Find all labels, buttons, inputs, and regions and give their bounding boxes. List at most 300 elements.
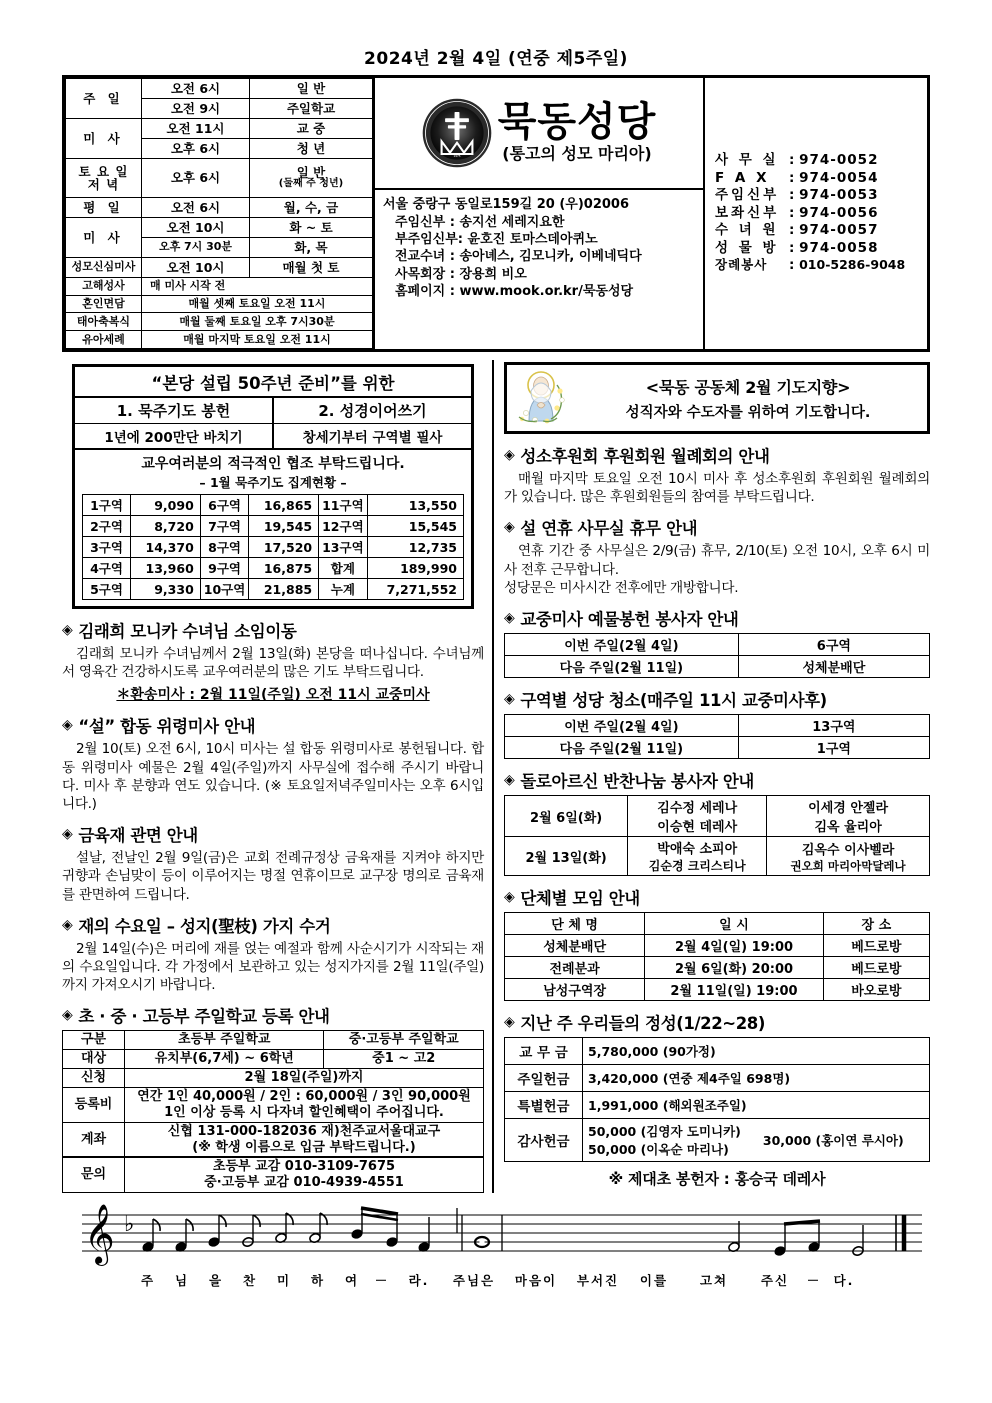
table-row xyxy=(63,1069,484,1088)
table-row xyxy=(83,495,464,516)
mass-label-sunday-2: 미 사 xyxy=(66,119,142,159)
section-heading-ash-wednesday xyxy=(62,913,484,937)
table-row xyxy=(66,159,373,198)
offering-label-thanks: 감사헌금 xyxy=(505,1119,583,1162)
section-body-vocation-meeting xyxy=(504,470,930,506)
contact-giftshop: 성 물 방 : 974-0058 xyxy=(715,239,879,256)
church-address: 서울 중랑구 동일로159길 20 (우)02006 xyxy=(383,197,630,212)
cell-datetime: 2월 11일(일) 19:00 xyxy=(645,979,824,1001)
lyric-word: 주신 xyxy=(760,1273,790,1289)
anniversary-descs xyxy=(75,424,471,450)
district-label: 11구역 xyxy=(319,495,368,516)
contact-label: 주임신부 xyxy=(715,187,780,204)
diamond-icon: ◈ xyxy=(504,610,515,627)
offering-value: 3,420,000 (연중 제4주일 698명) xyxy=(583,1065,930,1092)
church-info-block xyxy=(375,190,703,304)
logo-row xyxy=(375,78,703,190)
table-row xyxy=(66,197,373,217)
district-value: 19,545 xyxy=(249,516,319,537)
thanks-entry: 50,000 (김영자 도미니카) xyxy=(588,1124,741,1140)
volunteer-name: 박애숙 소피아 xyxy=(657,842,738,858)
anniversary-sub: – 1월 묵주기도 집계현황 – xyxy=(199,475,347,490)
lyric-word: 부서진 xyxy=(576,1273,620,1289)
diamond-icon: ◈ xyxy=(62,622,73,638)
offering-value: 1,991,000 (해외원조주일) xyxy=(583,1092,930,1119)
district-label: 13구역 xyxy=(319,537,368,558)
diamond-icon: ◈ xyxy=(504,1014,515,1031)
mass-kind: 화, 목 xyxy=(250,237,373,257)
row-label-target: 대상 xyxy=(63,1050,125,1069)
lyric-syllable: 하 xyxy=(310,1273,326,1289)
extra-label-baptism: 유아세례 xyxy=(66,331,142,349)
offering-label-dues: 교 무 금 xyxy=(505,1038,583,1065)
section-heading-cleaning-duty xyxy=(504,687,930,711)
section-body-memorial-mass xyxy=(62,740,484,813)
table-row xyxy=(505,957,930,979)
mass-label-saturday-l2: 저 녁 xyxy=(87,176,120,192)
mass-kind: 청 년 xyxy=(250,139,373,159)
prayer-intention-title: <묵동 공동체 2월 기도지향> xyxy=(645,377,851,397)
fee-l2-a: 1인 이상 등록 시 xyxy=(164,1104,267,1120)
table-row xyxy=(63,1050,484,1069)
diamond-icon: ◈ xyxy=(504,772,515,789)
section-heading-sunday-school xyxy=(62,1003,484,1027)
diamond-icon: ◈ xyxy=(504,889,515,906)
cell-value: 1구역 xyxy=(738,737,929,759)
volunteer-name: 김순경 크리스티나 xyxy=(648,859,746,874)
account-line2: (※ 학생 이름으로 입금 부탁드립니다.) xyxy=(192,1139,416,1155)
cumulative-value: 7,271,552 xyxy=(367,579,463,600)
section-heading-offerings xyxy=(504,1010,930,1034)
lyric-syllable: 찬 xyxy=(242,1273,258,1289)
mass-time: 오후 6시 xyxy=(142,159,250,198)
contact-value: 010-5286-9048 xyxy=(799,257,906,273)
total-value: 189,990 xyxy=(367,558,463,579)
district-label: 8구역 xyxy=(200,537,249,558)
district-label: 6구역 xyxy=(200,495,249,516)
contact-value: 974-0052 xyxy=(799,152,879,169)
district-value: 13,960 xyxy=(131,558,201,579)
group-meetings-table xyxy=(504,912,930,1001)
cell-value-account xyxy=(125,1122,484,1157)
mass-time: 오후 7시 30분 xyxy=(142,237,250,257)
mass-time: 오전 6시 xyxy=(142,79,250,99)
section-paragraph: 2월 10(토) 오전 6시, 10시 미사는 설 합동 위령미사로 봉헌됩니다. 합동 위령미사 예물은 2월 4일(주일)까지 사무실에 접수해 주시기 바랍니다. 미사 후 분향과 연도 있습니다. (※ 토요일저녁주일미사는 오후 6시입니다.) xyxy=(62,741,484,813)
section-title: 초 · 중 · 고등부 주일학교 등록 안내 xyxy=(78,1007,330,1027)
diamond-icon: ◈ xyxy=(504,519,515,536)
lyric-syllable: 을 xyxy=(208,1273,224,1289)
district-label: 3구역 xyxy=(83,537,131,558)
extra-label-marriage: 혼인면담 xyxy=(66,295,142,313)
cell-datetime: 2월 6일(화) 20:00 xyxy=(645,957,824,979)
section-title: 재의 수요일 – 성지(聖枝) 가지 수거 xyxy=(78,916,331,936)
district-value: 14,370 xyxy=(131,537,201,558)
volunteer-name: 김옥수 이사벨라 xyxy=(801,842,895,858)
section-body-sister-transfer xyxy=(62,645,484,681)
district-value: 16,865 xyxy=(249,495,319,516)
column-header-group: 단 체 명 xyxy=(505,913,645,935)
cell-place: 베드로방 xyxy=(823,957,929,979)
district-label: 7구역 xyxy=(200,516,249,537)
volunteer-name: 이승현 데레사 xyxy=(657,820,738,836)
column-header-elementary: 초등부 주일학교 xyxy=(125,1031,324,1050)
district-value: 15,545 xyxy=(367,516,463,537)
table-row xyxy=(66,217,373,237)
table-row xyxy=(505,935,930,957)
extra-value: 매월 셋째 토요일 오전 11시 xyxy=(142,295,373,313)
table-row xyxy=(505,1119,930,1162)
district-value: 8,720 xyxy=(131,516,201,537)
anniversary-item2-desc: 창세기부터 구역별 필사 xyxy=(302,430,443,446)
diamond-icon: ◈ xyxy=(62,717,73,734)
section-heading-group-meetings xyxy=(504,885,930,909)
section-title: 성소후원회 후원회원 월례회의 안내 xyxy=(520,447,770,466)
mass-label-saturday-l1: 토 요 일 xyxy=(78,163,129,179)
section-title: “설” 합동 위령미사 안내 xyxy=(78,717,256,737)
section-title: 김래희 모니카 수녀님 소임이동 xyxy=(78,622,297,641)
mass-time: 오전 11시 xyxy=(142,119,250,139)
district-label: 2구역 xyxy=(83,516,131,537)
hymn-lyrics xyxy=(62,1271,930,1289)
contact-office: 사 무 실 : 974-0052 xyxy=(715,152,879,169)
section-title: 단체별 모임 안내 xyxy=(520,889,640,909)
contact-value: 974-0054 xyxy=(799,169,879,186)
section-heading-offertory-volunteers xyxy=(504,606,930,630)
extra-kind: 매월 첫 토 xyxy=(250,257,373,277)
contact-fax: F A X : 974-0054 xyxy=(715,169,879,186)
contact-convent: 수 녀 원 : 974-0057 xyxy=(715,222,879,239)
district-value: 12,735 xyxy=(367,537,463,558)
lyric-syllable: 여 xyxy=(344,1273,360,1289)
cell-group: 성체분배단 xyxy=(505,935,645,957)
table-row xyxy=(63,1088,484,1123)
row-label-contact: 문의 xyxy=(63,1157,125,1192)
contact-label: 사 무 실 xyxy=(715,152,779,169)
column-header-category: 구분 xyxy=(63,1031,125,1050)
mass-label-weekday: 평 일 xyxy=(66,197,142,217)
mass-kind-main: 일 반 xyxy=(296,165,326,181)
lyric-word: 이를 xyxy=(639,1273,669,1289)
district-value: 17,520 xyxy=(249,537,319,558)
diamond-icon: ◈ xyxy=(62,826,73,843)
section-paragraph: 설날, 전날인 2월 9일(금)은 교회 전례규정상 금육재를 지켜야 하지만 귀향과 손님맞이 등이 이루어지는 명절 연휴이므로 교구장 명의로 금육재를 관면하여 드립니다. xyxy=(62,850,484,903)
offering-label-sunday: 주일헌금 xyxy=(505,1065,583,1092)
table-row xyxy=(66,295,373,313)
lyric-syllable: 미 xyxy=(276,1273,292,1289)
contact-pastor: 주임신부 : 974-0053 xyxy=(715,187,879,204)
anniversary-plea: 교우여러분의 적극적인 협조 부탁드립니다. xyxy=(141,456,405,472)
fee-line1: 연간 1인 40,000원 / 2인 : 60,000원 / 3인 90,000원 xyxy=(137,1089,471,1105)
offering-value: 5,780,000 (90가정) xyxy=(583,1038,930,1065)
page-title: 2024년 2월 4일 (연중 제5주일) xyxy=(364,49,628,69)
table-row xyxy=(505,737,930,759)
table-row xyxy=(83,516,464,537)
sunday-school-table xyxy=(62,1030,484,1193)
table-row xyxy=(66,277,373,295)
section-paragraph-2: 성당문은 미사시간 전후에만 개방합니다. xyxy=(504,579,739,596)
section-body-office-holiday xyxy=(504,542,930,597)
row-label-next-week: 다음 주일(2월 11일) xyxy=(505,656,739,678)
section-paragraph: 김래희 모니카 수녀님께서 2월 13일(화) 본당을 떠나십니다. 수녀님께서 영육간 건강하시도록 교우여러분의 많은 기도 부탁드립니다. xyxy=(62,646,484,681)
table-row xyxy=(63,1157,484,1192)
virgin-mary-illustration xyxy=(513,369,575,427)
district-label: 1구역 xyxy=(83,495,131,516)
lyric-dash: － xyxy=(806,1273,822,1289)
contact-funeral: 장례봉사 : 010-5286-9048 xyxy=(715,257,906,274)
section-heading-memorial-mass xyxy=(62,713,484,737)
contact-value: 974-0053 xyxy=(799,187,879,204)
volunteer-name: 이세경 안젤라 xyxy=(808,801,889,817)
cell-value-fee xyxy=(125,1088,484,1123)
contact-label: 장례봉사 xyxy=(715,257,768,273)
section-title: 지난 주 우리들의 정성(1/22~28) xyxy=(520,1014,765,1034)
church-council-head: 사목회장 : 장용희 비오 xyxy=(395,266,527,282)
district-label: 12구역 xyxy=(319,516,368,537)
section-heading-office-holiday xyxy=(504,515,930,539)
volunteer-names-b xyxy=(767,796,930,837)
lyric-syllable: 주 xyxy=(140,1273,156,1289)
diamond-icon: ◈ xyxy=(62,1007,73,1024)
table-row xyxy=(83,537,464,558)
mass-kind: 교 중 xyxy=(250,119,373,139)
volunteer-name: 권오희 마리아막달레나 xyxy=(790,858,906,873)
volunteer-names-b xyxy=(767,837,930,876)
cumulative-label: 누계 xyxy=(319,579,368,600)
svg-text:1975: 1975 xyxy=(453,153,461,158)
prayer-intention-box xyxy=(504,362,930,434)
cell-value: 6구역 xyxy=(738,634,929,656)
church-assistant-pastor: 부주임신부: 윤호진 토마스데아퀴노 xyxy=(395,232,598,248)
table-row xyxy=(505,979,930,1001)
district-label: 9구역 xyxy=(200,558,249,579)
table-row xyxy=(63,1031,484,1050)
church-seal-icon xyxy=(422,98,492,168)
table-row xyxy=(83,579,464,600)
contact-label: F A X xyxy=(715,169,770,186)
cell-value: 13구역 xyxy=(738,715,929,737)
anniversary-item2-title: 2. 성경이어쓰기 xyxy=(318,402,427,420)
cell-group: 전례분과 xyxy=(505,957,645,979)
volunteer-names-a xyxy=(628,796,767,837)
mass-label-weekday-2: 미 사 xyxy=(66,217,142,257)
extra-value: 매월 마지막 토요일 오전 11시 xyxy=(142,331,373,349)
content-columns xyxy=(62,360,930,1193)
contact-label: 수 녀 원 xyxy=(715,222,779,239)
total-label: 합계 xyxy=(319,558,368,579)
anniversary-title: “본당 설립 50주년 준비”를 위한 xyxy=(75,367,471,398)
district-value: 16,875 xyxy=(249,558,319,579)
church-identity-panel xyxy=(375,78,705,349)
row-label-next-week: 다음 주일(2월 11일) xyxy=(505,737,739,759)
section-heading-sidedish-volunteers xyxy=(504,768,930,792)
extra-value: 매월 둘째 토요일 오후 7시30분 xyxy=(142,313,373,331)
table-row xyxy=(505,656,930,678)
table-row xyxy=(66,119,373,139)
mass-time: 오후 6시 xyxy=(142,139,250,159)
cell-value: 유치부(6,7세) ~ 6학년 xyxy=(125,1050,324,1069)
table-row xyxy=(505,913,930,935)
church-subtitle: (통고의 성모 마리아) xyxy=(502,143,652,163)
svg-text:♭: ♭ xyxy=(124,1212,135,1238)
section-paragraph: 연휴 기간 중 사무실은 2/9(금) 휴무, 2/10(토) 오전 10시, 오후 6시 미사 전후 근무합니다. xyxy=(504,543,930,578)
lyric-syllable: 라. xyxy=(408,1273,430,1289)
table-row xyxy=(505,837,930,876)
section-title: 구역별 성당 청소(매주일 11시 교중미사후) xyxy=(520,691,827,711)
volunteer-names-a xyxy=(628,837,767,876)
extra-label-prenatal: 태아축복식 xyxy=(66,313,142,331)
row-label-application: 신청 xyxy=(63,1069,125,1088)
cell-value: 성체분배단 xyxy=(738,656,929,678)
sidedish-volunteer-table xyxy=(504,795,930,876)
mass-schedule-panel xyxy=(65,78,375,349)
offerings-table xyxy=(504,1037,930,1162)
volunteer-name: 김옥 율리아 xyxy=(814,820,882,836)
cell-value-contact xyxy=(125,1157,484,1192)
lyric-word: 고쳐 xyxy=(699,1273,729,1289)
left-column xyxy=(62,360,494,1193)
thanks-entry: 30,000 (홍이연 루시아) xyxy=(762,1133,904,1149)
column-header-secondary: 중·고등부 주일학교 xyxy=(324,1031,484,1050)
church-sisters: 전교수녀 : 송아녜스, 김모니카, 이베네딕다 xyxy=(395,249,642,265)
table-row xyxy=(505,715,930,737)
row-label-this-week: 이번 주일(2월 4일) xyxy=(505,634,739,656)
contact-label: 보좌신부 xyxy=(715,204,780,221)
church-title xyxy=(497,98,657,165)
cell-value: 중1 ~ 고2 xyxy=(324,1050,484,1069)
extra-label-marian: 성모신심미사 xyxy=(66,257,142,277)
section-title: 설 연휴 사무실 휴무 안내 xyxy=(520,519,698,539)
cell-datetime: 2월 4일(일) 19:00 xyxy=(645,935,824,957)
diamond-icon: ◈ xyxy=(504,447,515,463)
section-paragraph: 2월 14일(수)은 머리에 재를 얹는 예절과 함께 사순시기가 시작되는 재의 수요일입니다. 각 가정에서 보관하고 있는 성지가지를 2월 11일(주일)까지 가져오시기 바랍니다. xyxy=(62,940,484,994)
svg-text:𝄞: 𝄞 xyxy=(84,1204,115,1265)
fee-line2 xyxy=(128,1105,480,1121)
row-label-fee: 등록비 xyxy=(63,1088,125,1123)
extra-value: 매 미사 시작 전 xyxy=(142,277,373,295)
mass-time: 오전 10시 xyxy=(142,217,250,237)
lyric-syllable: 님 xyxy=(174,1273,190,1289)
mass-time: 오전 9시 xyxy=(142,99,250,119)
mass-kind: 일 반 xyxy=(250,79,373,99)
district-label: 4구역 xyxy=(83,558,131,579)
offering-label-special: 특별헌금 xyxy=(505,1092,583,1119)
table-row xyxy=(505,1065,930,1092)
table-row xyxy=(505,634,930,656)
anniversary-item1-title: 1. 묵주기도 봉헌 xyxy=(75,398,274,423)
cleaning-duty-table xyxy=(504,714,930,759)
section-paragraph: 매월 마지막 토요일 오전 10시 미사 후 성소후원회 후원회원 월례회의가 있습니다. 많은 후원회원들의 참여를 부탁드립니다. xyxy=(504,471,930,506)
table-row xyxy=(505,1092,930,1119)
rosary-tally-table xyxy=(82,494,464,600)
lyric-word: 주님은 xyxy=(452,1273,496,1289)
prayer-intention-text xyxy=(575,375,921,422)
district-value: 9,090 xyxy=(131,495,201,516)
district-label: 10구역 xyxy=(200,579,249,600)
thanks-entry: 50,000 (이옥순 마리나) xyxy=(588,1142,729,1158)
section-body-abstinence xyxy=(62,849,484,904)
church-name: 묵동성당 xyxy=(497,98,657,145)
contact-label: 성 물 방 xyxy=(715,239,779,256)
mass-label-saturday xyxy=(66,159,142,198)
cell-value: 2월 18일(주일)까지 xyxy=(125,1069,484,1088)
mass-kind-sub: (둘째 주 청년) xyxy=(278,178,344,190)
masthead-box xyxy=(62,75,930,352)
section-heading-vocation-meeting xyxy=(504,443,930,467)
lyric-syllable: 다. xyxy=(833,1273,855,1289)
volunteer-name: 김수정 세레나 xyxy=(657,801,738,817)
row-label-this-week: 이번 주일(2월 4일) xyxy=(505,715,739,737)
cell-place: 바오로방 xyxy=(823,979,929,1001)
volunteer-date: 2월 6일(화) xyxy=(505,796,628,837)
mass-kind: 주일학교 xyxy=(250,99,373,119)
table-row xyxy=(66,331,373,349)
cell-place: 베드로방 xyxy=(823,935,929,957)
extra-label-confession: 고해성사 xyxy=(66,277,142,295)
altar-candle-donor: ※ 제대초 봉헌자 : 홍승국 데레사 xyxy=(608,1170,826,1189)
section-title: 돌로아르신 반찬나눔 봉사자 안내 xyxy=(520,772,754,792)
column-header-datetime: 일 시 xyxy=(645,913,824,935)
contact-value: 974-0057 xyxy=(799,222,879,239)
contact-line2[interactable]: 중·고등부 교감 010-4939-4551 xyxy=(204,1175,404,1191)
contact-value: 974-0056 xyxy=(799,204,879,221)
row-label-account: 계좌 xyxy=(63,1122,125,1157)
table-row xyxy=(505,1038,930,1065)
table-row xyxy=(66,313,373,331)
contact-value: 974-0058 xyxy=(799,239,879,256)
table-row xyxy=(505,796,930,837)
lyric-word: 마음이 xyxy=(514,1273,558,1289)
farewell-mass-note: ＊환송미사 : 2월 11일(주일) 오전 11시 교중미사 xyxy=(116,687,430,704)
mass-kind: 월, 수, 금 xyxy=(250,197,373,217)
table-row xyxy=(63,1122,484,1157)
table-row xyxy=(66,79,373,99)
section-heading-abstinence xyxy=(62,822,484,846)
contact-assistant: 보좌신부 : 974-0056 xyxy=(715,204,879,221)
anniversary-item1-desc: 1년에 200만단 바치기 xyxy=(75,424,274,448)
extra-time: 오전 10시 xyxy=(142,257,250,277)
lyric-dash: － xyxy=(374,1273,390,1289)
mass-kind: 화 ~ 토 xyxy=(250,217,373,237)
right-column xyxy=(494,360,930,1193)
mass-kind xyxy=(250,159,373,198)
church-homepage[interactable]: 홈페이지 : www.mook.or.kr/묵동성당 xyxy=(395,283,634,299)
church-pastor: 주임신부 : 송지선 세레지요한 xyxy=(395,215,565,231)
hymn-notation xyxy=(62,1203,930,1289)
anniversary-items xyxy=(75,398,471,424)
section-body-ash-wednesday xyxy=(62,940,484,995)
table-row xyxy=(66,257,373,277)
fee-discount-emphasis: 다자녀 할인혜택 xyxy=(266,1104,360,1120)
table-row xyxy=(83,558,464,579)
district-value: 21,885 xyxy=(249,579,319,600)
column-header-place: 장 소 xyxy=(823,913,929,935)
offertory-volunteer-table xyxy=(504,633,930,678)
mass-time: 오전 6시 xyxy=(142,197,250,217)
district-label: 5구역 xyxy=(83,579,131,600)
section-title: 교중미사 예물봉헌 봉사자 안내 xyxy=(520,610,739,630)
mass-label-sunday: 주 일 xyxy=(66,79,142,119)
prayer-intention-body: 성직자와 수도자를 위하여 기도합니다. xyxy=(625,404,871,421)
fee-l2-c: 이 주어집니다. xyxy=(359,1104,444,1120)
cell-group: 남성구역장 xyxy=(505,979,645,1001)
mass-schedule-table xyxy=(65,78,373,349)
offering-value-thanks xyxy=(583,1119,930,1162)
district-value: 9,330 xyxy=(131,579,201,600)
diamond-icon: ◈ xyxy=(504,691,515,708)
section-heading-sister-transfer xyxy=(62,618,484,642)
volunteer-date: 2월 13일(화) xyxy=(505,837,628,876)
contact-line1[interactable]: 초등부 교감 010-3109-7675 xyxy=(212,1159,396,1175)
